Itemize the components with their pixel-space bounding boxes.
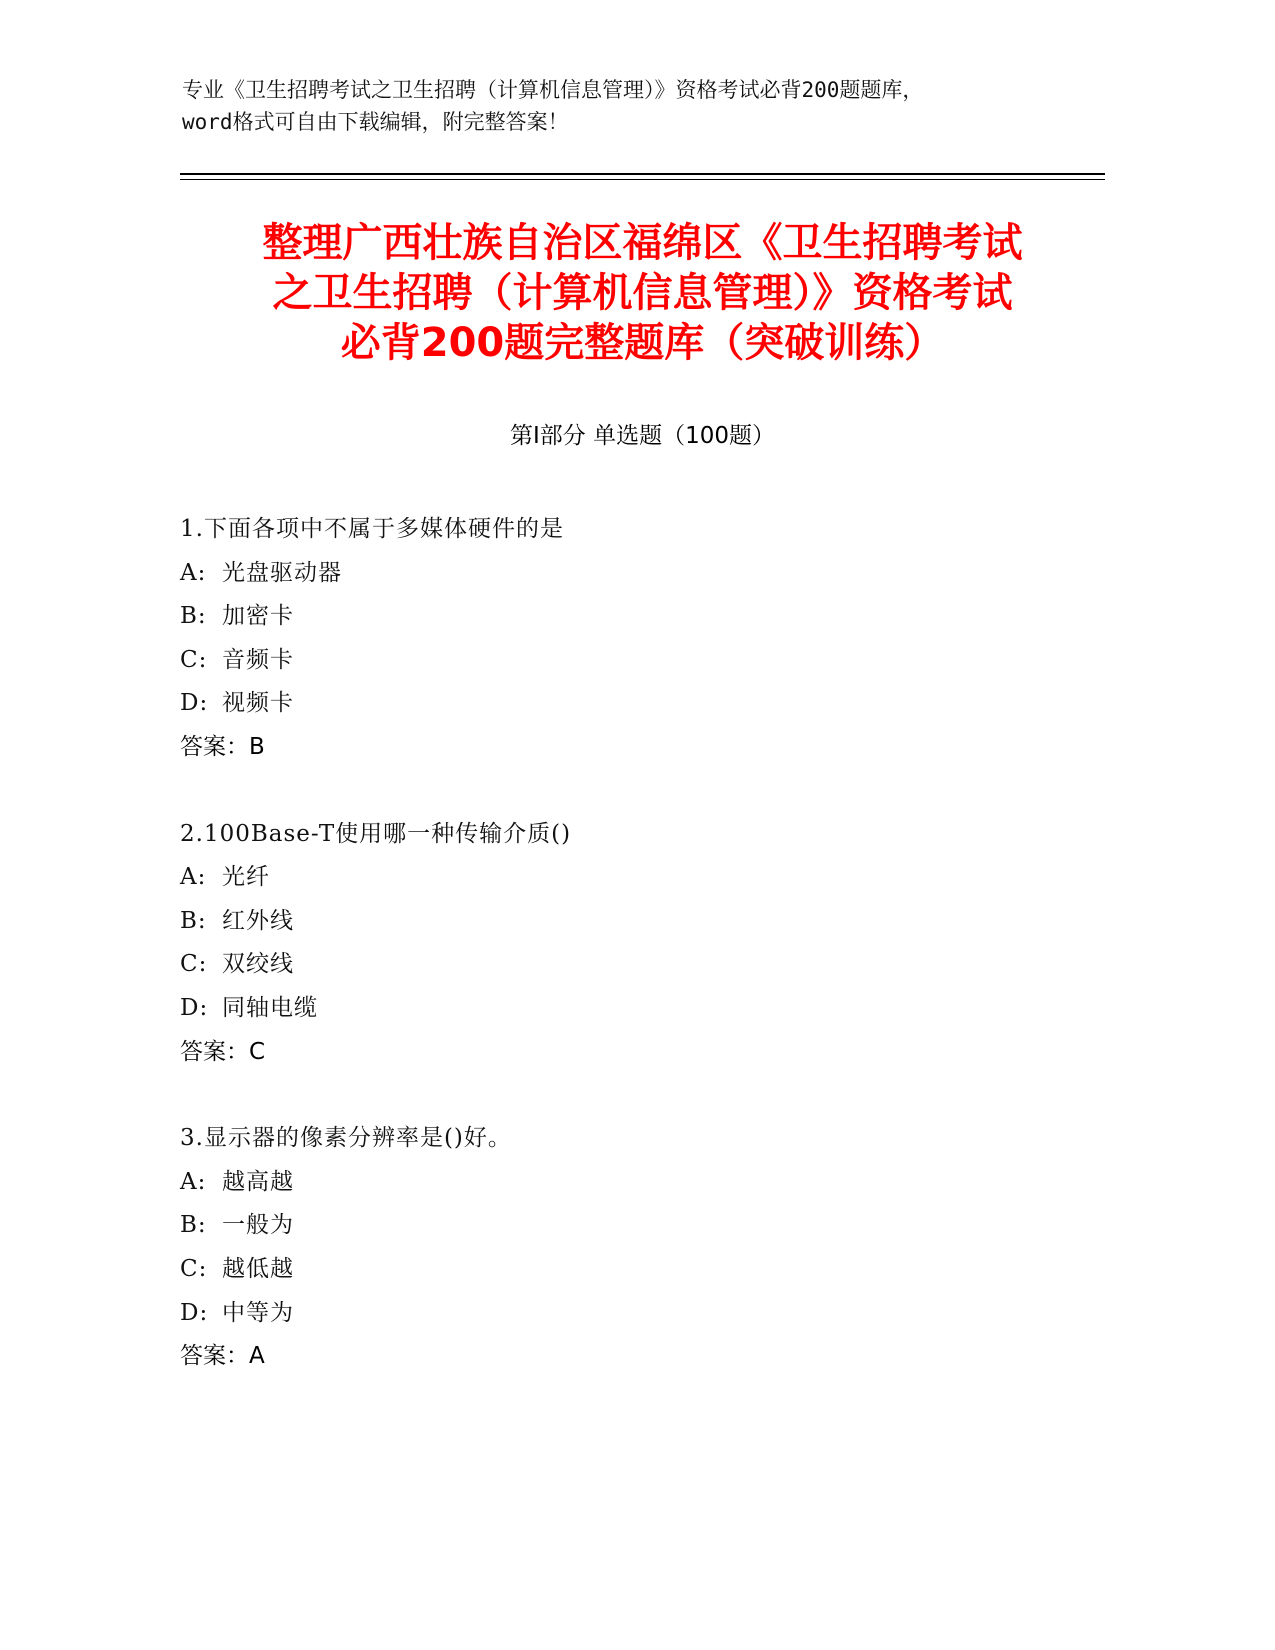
question-2 [180, 813, 1105, 1075]
option-text: 光纤 [222, 864, 270, 891]
option-text: 光盘驱动器 [222, 559, 342, 586]
option-text: 加密卡 [222, 603, 294, 630]
option-d [180, 682, 1105, 726]
answer-line: 答案：C [180, 1038, 266, 1065]
option-letter: D: [180, 690, 209, 717]
header-note [182, 74, 1102, 138]
document-title-line-2: 之卫生招聘（计算机信息管理）》资格考试 [272, 270, 1013, 316]
option-d [180, 1292, 1105, 1336]
answer-line: 答案：B [180, 733, 265, 760]
question-stem: 2.100Base-T使用哪一种传输介质() [180, 820, 572, 847]
answer-line: 答案：A [180, 1343, 265, 1370]
header-note-line-1: 专业《卫生招聘考试之卫生招聘（计算机信息管理）》资格考试必背200题题库， [182, 78, 924, 102]
question-stem: 1.下面各项中不属于多媒体硬件的是 [180, 516, 564, 542]
option-letter: C: [180, 646, 208, 673]
question-list [180, 508, 1105, 1422]
header-divider-thick [180, 173, 1105, 175]
option-letter: C: [180, 1255, 208, 1282]
option-letter: B: [180, 1212, 207, 1239]
option-text: 同轴电缆 [222, 994, 318, 1021]
option-text: 音频卡 [222, 646, 294, 673]
option-d [180, 987, 1105, 1031]
option-b [180, 1204, 1105, 1248]
question-1 [180, 508, 1105, 770]
option-text: 视频卡 [222, 690, 294, 717]
option-letter: B: [180, 907, 207, 934]
option-letter: A: [180, 559, 207, 586]
document-title-line-1: 整理广西壮族自治区福绵区《卫生招聘考试 [262, 220, 1023, 266]
option-c [180, 943, 1105, 987]
option-c [180, 1248, 1105, 1292]
option-c [180, 639, 1105, 683]
option-a [180, 552, 1105, 596]
option-letter: D: [180, 1299, 209, 1326]
option-a [180, 1161, 1105, 1205]
option-letter: D: [180, 994, 209, 1021]
option-text: 红外线 [222, 907, 294, 934]
option-b [180, 595, 1105, 639]
header-note-line-2: word格式可自由下载编辑，附完整答案！ [182, 110, 569, 134]
option-b [180, 900, 1105, 944]
header-divider-thin [180, 179, 1105, 180]
option-text: 双绞线 [222, 951, 294, 978]
option-text: 一般为 [222, 1212, 294, 1239]
document-title-line-3: 必背200题完整题库（突破训练） [340, 320, 945, 366]
option-a [180, 856, 1105, 900]
option-letter: C: [180, 951, 208, 978]
option-letter: A: [180, 1168, 207, 1195]
option-letter: B: [180, 603, 207, 630]
document-title [180, 218, 1105, 368]
option-letter: A: [180, 864, 207, 891]
option-text: 越高越 [222, 1168, 294, 1195]
question-3 [180, 1117, 1105, 1379]
question-stem: 3.显示器的像素分辨率是()好。 [180, 1125, 512, 1152]
section-heading: 第Ⅰ部分 单选题（100题） [510, 423, 775, 449]
option-text: 中等为 [222, 1299, 294, 1326]
option-text: 越低越 [222, 1255, 294, 1282]
